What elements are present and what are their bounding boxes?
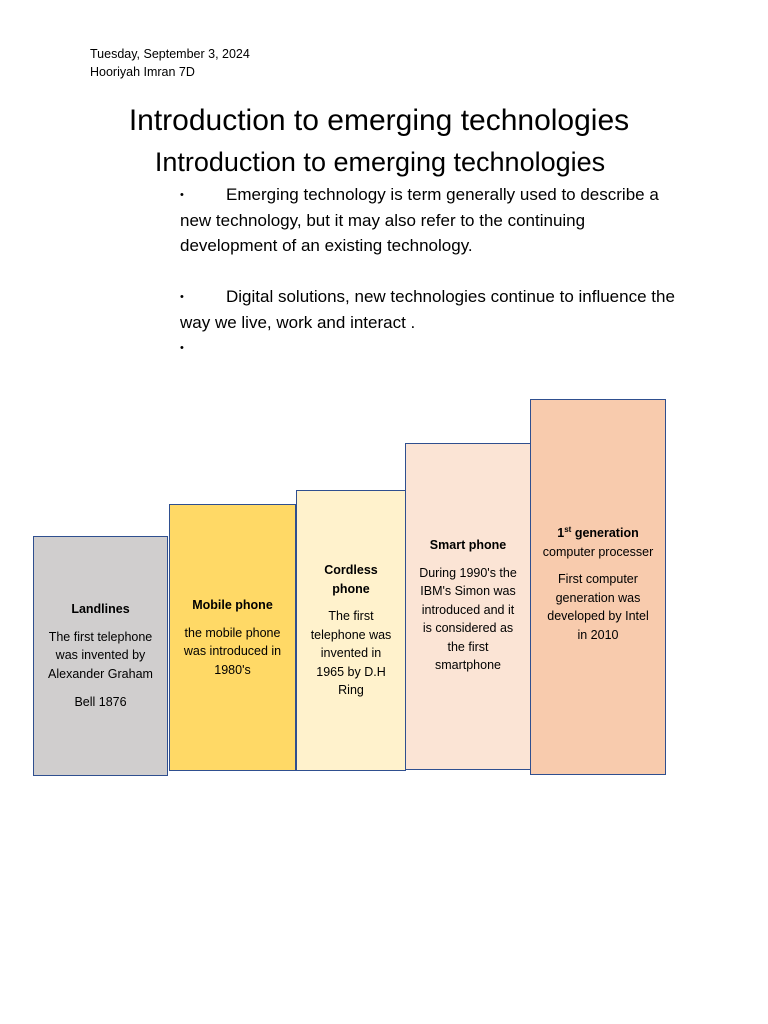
bullet-dot-icon: • bbox=[180, 342, 184, 354]
step-text: First computer generation was developed by Intel in 2010 bbox=[547, 572, 649, 642]
bullet-text: Emerging technology is term generally used to describe a new technology, but it may also refer to the continuing development of an existing technology. bbox=[180, 185, 659, 255]
step-heading: Cordless phone bbox=[324, 563, 378, 596]
bullet-dot-icon: • bbox=[180, 291, 184, 303]
page-title: Introduction to emerging technologies bbox=[128, 104, 630, 137]
step-subheading: computer processer bbox=[542, 544, 654, 559]
timeline-step-mobile-phone bbox=[169, 504, 296, 771]
step-heading: Landlines bbox=[71, 602, 130, 617]
step-text: The first telephone was invented in 1965 by D.H Ring bbox=[310, 609, 392, 698]
timeline-step-smart-phone bbox=[405, 443, 531, 770]
step-text: the mobile phone was introduced in 1980's bbox=[183, 625, 282, 677]
bullet-list bbox=[180, 182, 685, 361]
timeline-step-landlines bbox=[33, 536, 168, 776]
step-text-2: Bell 1876 bbox=[74, 695, 127, 710]
bullet-item bbox=[180, 335, 685, 361]
document-date: Tuesday, September 3, 2024 bbox=[90, 47, 250, 61]
step-heading: Mobile phone bbox=[192, 598, 273, 612]
bullet-text: Digital solutions, new technologies continue to influence the way we live, work and interact . bbox=[180, 287, 675, 332]
page-subtitle: Introduction to emerging technologies bbox=[154, 147, 606, 177]
bullet-item bbox=[180, 284, 685, 335]
step-text: The first telephone was invented by Alexander Graham bbox=[48, 629, 153, 681]
timeline-step-first-generation bbox=[530, 399, 666, 775]
timeline-step-cordless-phone bbox=[296, 490, 406, 771]
bullet-dot-icon: • bbox=[180, 189, 184, 201]
bullet-item bbox=[180, 182, 685, 258]
step-heading: 1st generation bbox=[557, 524, 639, 540]
step-text: During 1990's the IBM's Simon was introduced and it is considered as the first smartphone bbox=[419, 565, 517, 672]
step-heading: Smart phone bbox=[429, 538, 507, 552]
author-line: Hooriyah Imran 7D bbox=[90, 65, 195, 79]
